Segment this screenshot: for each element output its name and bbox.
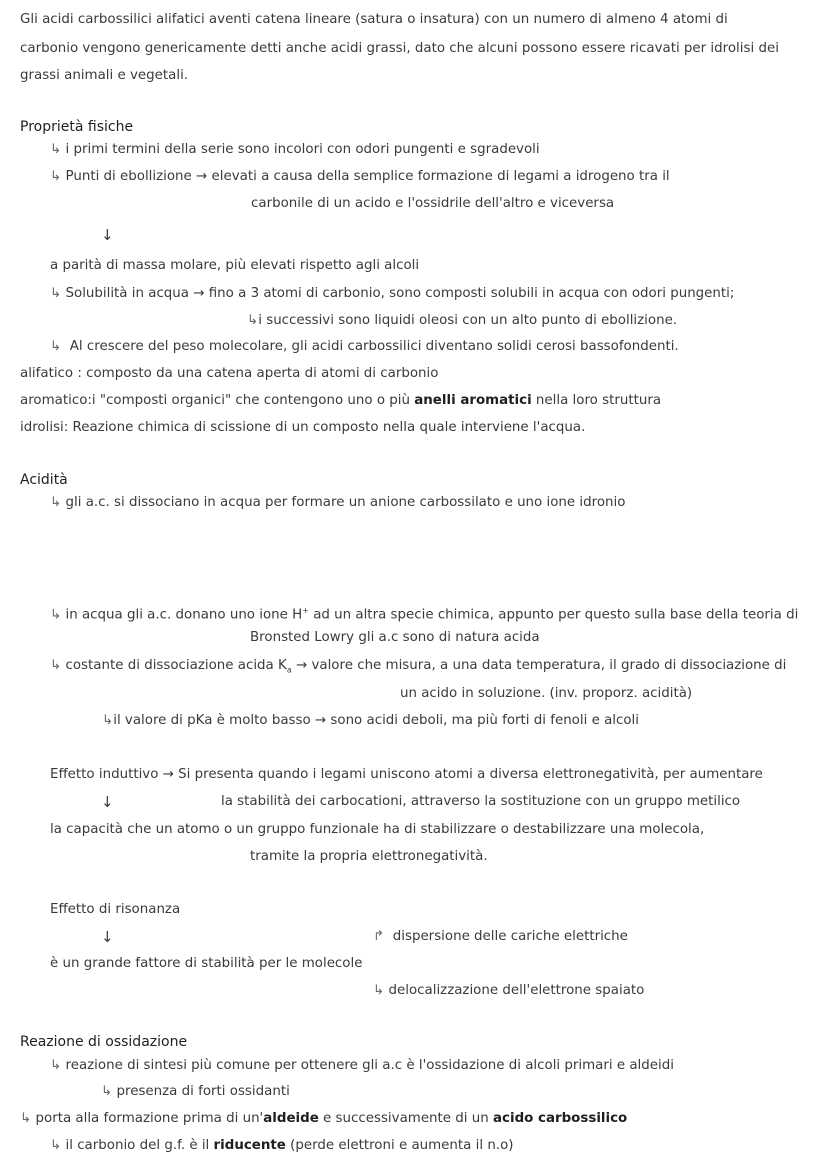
oxidation-point-3: ↳ porta alla formazione prima di un'aldeide e successivamente di un acido carbossilico (20, 1111, 628, 1126)
hook-arrow-icon: ↳ (247, 313, 259, 328)
intro-line-1: Gli acidi carbossilici alifatici aventi catena lineare (satura o insatura) con un numero di almeno 4 atomi di (20, 12, 728, 27)
hook-arrow-icon: ↳ (101, 1084, 113, 1099)
definition-aromatic: aromatico:i "composti organici" che contengono uno o più anelli aromatici nella loro struttura (20, 393, 662, 408)
hook-arrow-icon: ↳ (50, 1058, 62, 1073)
heading-acidity: Acidità (20, 472, 68, 488)
acidity-point-4: ↳il valore di pKa è molto basso → sono acidi deboli, ma più forti di fenoli e alcoli (102, 713, 639, 728)
physical-point-2: ↳ Punti di ebollizione → elevati a causa della semplice formazione di legami a idrogeno tra il (50, 169, 670, 184)
physical-point-4-cont: ↳i successivi sono liquidi oleosi con un alto punto di ebollizione. (247, 313, 678, 328)
down-arrow-icon: ↓ (101, 928, 114, 946)
oxidation-point-2: ↳ presenza di forti ossidanti (101, 1084, 290, 1099)
physical-point-2-cont: carbonile di un acido e l'ossidrile dell'altro e viceversa (251, 196, 615, 211)
oxidation-point-4: ↳ il carbonio del g.f. è il riducente (perde elettroni e aumenta il n.o) (50, 1138, 514, 1153)
inductive-line-2: la stabilità dei carbocationi, attraverso la sostituzione con un gruppo metilico (221, 794, 741, 809)
physical-point-3: a parità di massa molare, più elevati rispetto agli alcoli (50, 258, 420, 273)
resonance-statement: è un grande fattore di stabilità per le molecole (50, 956, 363, 971)
intro-line-3: grassi animali e vegetali. (20, 68, 189, 83)
resonance-branch-2: ↳ delocalizzazione dell'elettrone spaiato (373, 983, 645, 998)
physical-point-1: ↳ i primi termini della serie sono incolori con odori pungenti e sgradevoli (50, 142, 540, 157)
definition-aliphatic: alifatico : composto da una catena aperta di atomi di carbonio (20, 366, 439, 381)
acidity-point-3-cont: un acido in soluzione. (inv. proporz. acidità) (400, 686, 693, 701)
acidity-point-3: ↳ costante di dissociazione acida $K_a$ → valore che misura, a una data temperatura, il grado di dissociazione di (50, 658, 787, 675)
inductive-line-3: la capacità che un atomo o un gruppo funzionale ha di stabilizzare o destabilizzare una molecola, (50, 822, 705, 837)
inductive-line-4: tramite la propria elettronegatività. (250, 849, 488, 864)
definition-hydrolysis: idrolisi: Reazione chimica di scissione di un composto nella quale interviene l'acqua. (20, 420, 586, 435)
hook-arrow-icon: ↳ (50, 339, 62, 354)
hook-arrow-icon: ↳ (50, 169, 62, 184)
hook-arrow-icon: ↳ (50, 142, 62, 157)
resonance-branch-1: ↱ dispersione delle cariche elettriche (373, 929, 628, 944)
hook-arrow-icon: ↳ (373, 983, 385, 998)
acidity-point-2-cont: Bronsted Lowry gli a.c sono di natura acida (250, 630, 540, 645)
hook-arrow-icon: ↳ (20, 1111, 32, 1126)
hook-arrow-icon: ↳ (50, 495, 62, 510)
oxidation-point-1: ↳ reazione di sintesi più comune per ottenere gli a.c è l'ossidazione di alcoli primari e aldeidi (50, 1058, 674, 1073)
hook-arrow-icon: ↳ (50, 286, 62, 301)
physical-point-5: ↳ Al crescere del peso molecolare, gli acidi carbossilici diventano solidi cerosi bassofondenti. (50, 339, 679, 354)
up-hook-arrow-icon: ↱ (373, 929, 385, 944)
intro-line-2: carbonio vengono genericamente detti anche acidi grassi, dato che alcuni possono essere ricavati per idrolisi dei (20, 41, 779, 56)
hook-arrow-icon: ↳ (102, 713, 114, 728)
hook-arrow-icon: ↳ (50, 1138, 62, 1153)
acidity-point-1: ↳ gli a.c. si dissociano in acqua per formare un anione carbossilato e uno ione idronio (50, 495, 626, 510)
down-arrow-icon: ↓ (101, 793, 114, 811)
resonance-title: Effetto di risonanza (50, 902, 181, 917)
heading-oxidation: Reazione di ossidazione (20, 1034, 188, 1050)
inductive-line-1: Effetto induttivo → Si presenta quando i legami uniscono atomi a diversa elettronegatività, per aumentare (50, 767, 763, 782)
acidity-point-2: ↳ in acqua gli a.c. donano uno ione H+ ad un altra specie chimica, appunto per questo sulla base della teoria di (50, 606, 799, 623)
heading-physical-properties: Proprietà fisiche (20, 119, 134, 135)
down-arrow-icon: ↓ (101, 226, 114, 244)
hook-arrow-icon: ↳ (50, 607, 62, 623)
physical-point-4: ↳ Solubilità in acqua → fino a 3 atomi di carbonio, sono composti solubili in acqua con odori pungenti; (50, 286, 735, 301)
hook-arrow-icon: ↳ (50, 658, 62, 673)
